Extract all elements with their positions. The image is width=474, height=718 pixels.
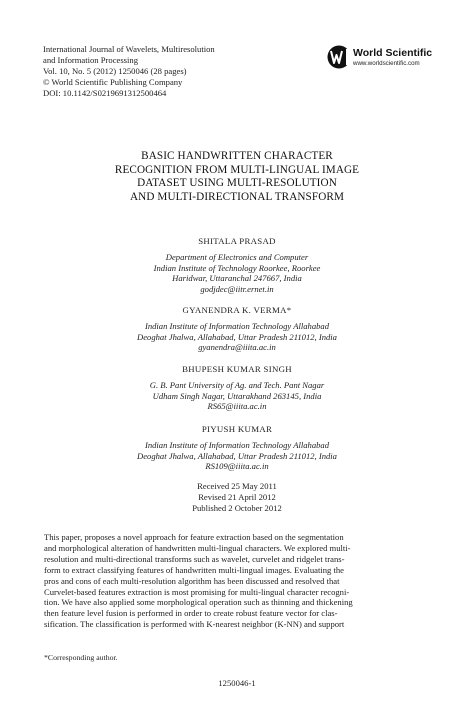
world-scientific-logo-icon <box>326 44 356 70</box>
author-affiliation-line: G. B. Pant University of Ag. and Tech. Pant Nagar <box>149 379 325 390</box>
corresponding-author-footnote: *Corresponding author. <box>44 653 118 662</box>
author-affiliation-line: Indian Institute of Technology Roorkee, Roorkee <box>153 262 321 273</box>
abstract-line: and morphological alteration of handwritten multi-lingual characters. We explored multi- <box>44 542 351 553</box>
author-block-1 <box>60 236 414 295</box>
page-number: 1250046-1 <box>218 678 256 688</box>
title-line-1: BASIC HANDWRITTEN CHARACTER <box>141 150 333 162</box>
author-block-4 <box>60 424 414 472</box>
abstract-line: This paper, proposes a novel approach for feature extraction based on the segmentation <box>44 532 344 542</box>
author-affiliation-line: Indian Institute of Information Technology Allahabad <box>144 320 330 331</box>
abstract-line: pros and cons of each multi-resolution algorithm has been discussed and resolved that <box>44 575 340 586</box>
author-email: godjdec@iitr.ernet.in <box>200 284 274 295</box>
received-date: Received 25 May 2011 <box>197 481 277 491</box>
title-line-4: AND MULTI-DIRECTIONAL TRANSFORM <box>129 191 344 204</box>
publisher-url: www.worldscientific.com <box>353 60 420 67</box>
author-name: BHUPESH KUMAR SINGH <box>182 364 292 374</box>
journal-name-line-1: International Journal of Wavelets, Multiresolution <box>43 44 215 54</box>
paper-title <box>60 150 414 205</box>
copyright-line: © World Scientific Publishing Company <box>43 77 183 87</box>
abstract <box>44 532 434 630</box>
published-date: Published 2 October 2012 <box>192 502 282 513</box>
author-affiliation-line: Haridwar, Uttaranchal 247667, India <box>172 273 302 284</box>
abstract-line: form to extract classifying features of handwritten multi-lingual images. Evaluating the <box>44 564 344 575</box>
author-block-2 <box>60 305 414 353</box>
author-affiliation-line: Department of Electronics and Computer <box>165 251 309 262</box>
author-name: SHITALA PRASAD <box>198 236 276 246</box>
author-block-3 <box>60 364 414 412</box>
author-affiliation-line: Deoghat Jhalwa, Allahabad, Uttar Pradesh 211012, India <box>137 331 337 342</box>
author-email: gyanendra@iiita.ac.in <box>198 342 276 353</box>
abstract-line: sification. The classification is performed with K-nearest neighbor (K-NN) and support <box>44 619 345 630</box>
journal-name-line-2: and Information Processing <box>43 55 138 65</box>
abstract-line: resolution and multi-directional transforms such as wavelet, curvelet and ridgelet trans- <box>44 553 345 564</box>
abstract-line: tion. We have also applied some morphological operation such as thinning and thickening <box>44 597 353 608</box>
publisher-name: World Scientific <box>353 47 433 59</box>
publication-dates <box>60 481 414 514</box>
author-name: PIYUSH KUMAR <box>201 424 273 434</box>
author-affiliation-line: Deoghat Jhalwa, Allahabad, Uttar Pradesh 211012, India <box>137 450 337 461</box>
author-email: RS109@iiita.ac.in <box>205 461 269 472</box>
revised-date: Revised 21 April 2012 <box>198 491 276 502</box>
title-line-2: RECOGNITION FROM MULTI-LINGUAL IMAGE <box>114 163 360 176</box>
abstract-line: then feature level fusion is performed in order to create robust feature vector for clas- <box>44 608 338 619</box>
abstract-line: Curvelet-based features extraction is most promising for multi-lingual character recogni- <box>44 586 350 597</box>
author-email: RS65@iiita.ac.in <box>207 401 267 412</box>
doi-line: DOI: 10.1142/S0219691312500464 <box>43 88 167 98</box>
journal-volume: Vol. 10, No. 5 (2012) 1250046 (28 pages) <box>43 66 187 76</box>
journal-info <box>43 44 215 99</box>
author-name: GYANENDRA K. VERMA* <box>182 305 292 315</box>
publisher-logo <box>326 44 438 70</box>
author-affiliation-line: Udham Singh Nagar, Uttarakhand 263145, India <box>152 390 322 401</box>
title-line-3: DATASET USING MULTI-RESOLUTION <box>137 177 337 190</box>
author-affiliation-line: Indian Institute of Information Technology Allahabad <box>144 439 330 450</box>
